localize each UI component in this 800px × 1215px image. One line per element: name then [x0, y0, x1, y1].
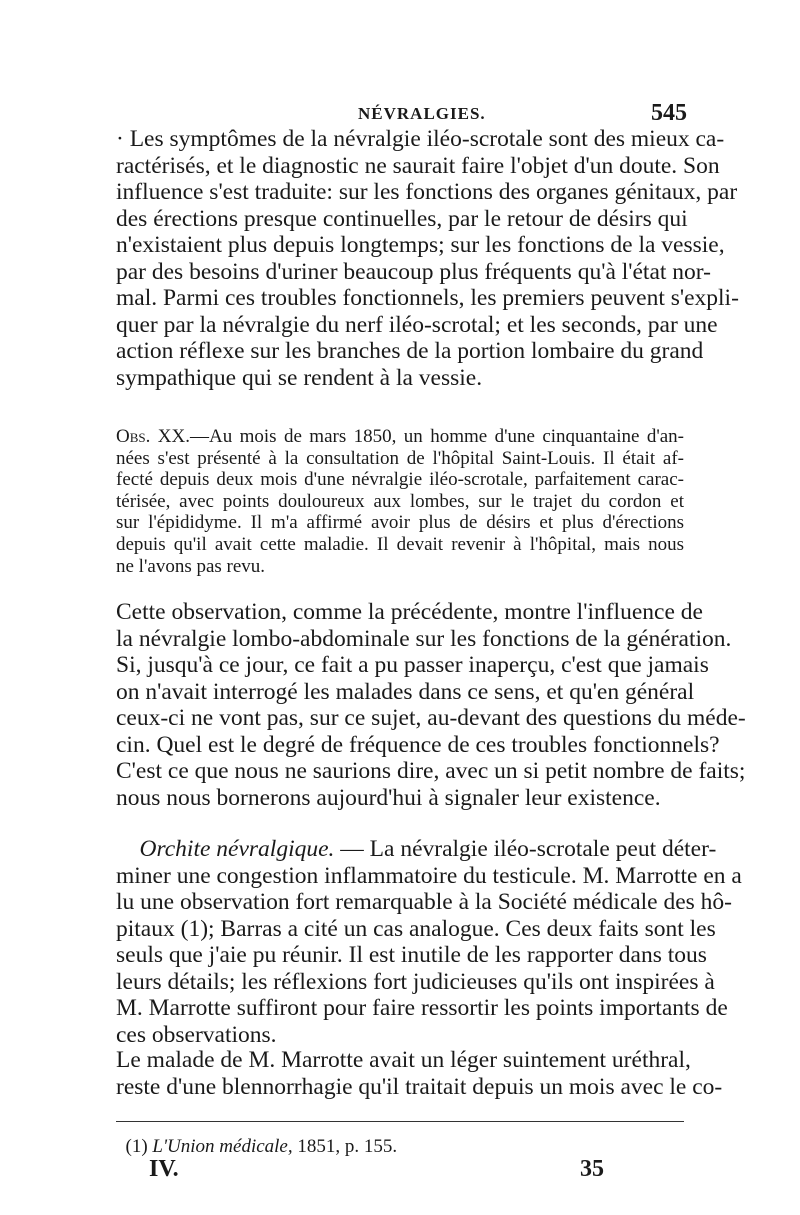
text-line: miner une congestion inflammatoire du testicule. M. Marrotte en a: [116, 862, 742, 889]
text-line: nous nous bornerons aujourd'hui à signaler leur existence.: [116, 784, 661, 811]
text-line: depuis qu'il avait cette maladie. Il devait revenir à l'hôpital, mais nous: [116, 533, 684, 555]
footnote-marker: (1): [125, 1136, 148, 1157]
text-line: Cette observation, comme la précédente, montre l'influence de: [116, 599, 703, 625]
section-heading: Orchite névralgique.: [139, 836, 335, 862]
paragraph-orchite: [116, 836, 742, 1048]
text-line: cin. Quel est le degré de fréquence de ces troubles fonctionnels?: [116, 731, 720, 758]
running-title: NÉVRALGIES.: [358, 104, 486, 123]
text-line: fecté depuis deux mois d'une névralgie iléo-scrotale, parfaitement carac-: [116, 469, 684, 491]
footnote: [116, 1136, 684, 1158]
text-line: sur l'épididyme. Il m'a affirmé avoir plus de désirs et plus d'érections: [116, 512, 684, 534]
text-line: la névralgie lombo-abdominale sur les fonctions de la génération.: [116, 625, 732, 652]
text-line: Le malade de M. Marrotte avait un léger suintement uréthral,: [116, 1047, 691, 1073]
text-line: des érections presque continuelles, par le retour de désirs qui: [116, 205, 688, 232]
text-line: sympathique qui se rendent à la vessie.: [116, 364, 483, 391]
observation-xx: [116, 426, 684, 577]
text-line: reste d'une blennorrhagie qu'il traitait depuis un mois avec le co-: [116, 1073, 723, 1100]
observation-number: XX.: [157, 426, 190, 447]
text-line: quer par la névralgie du nerf iléo-scrotal; et les seconds, par une: [116, 311, 718, 338]
paragraph-symptoms: [116, 126, 739, 391]
text-line: lu une observation fort remarquable à la Société médicale des hô-: [116, 889, 732, 915]
text-line: n'existaient plus depuis longtemps; sur les fonctions de la vessie,: [116, 232, 725, 258]
paragraph-influence: [116, 599, 746, 811]
footnote-journal: L'Union médicale,: [152, 1136, 293, 1157]
volume-signature: IV.: [149, 1156, 179, 1182]
text-line: seuls que j'aie pu réunir. Il est inutile de les rapporter dans tous: [116, 942, 707, 968]
text-line: Si, jusqu'à ce jour, ce fait a pu passer inaperçu, c'est que jamais: [116, 652, 709, 678]
text-line: par des besoins d'uriner beaucoup plus fréquents qu'à l'état nor-: [116, 258, 711, 285]
observation-first-line: [116, 426, 684, 448]
observation-label: Obs.: [116, 426, 151, 447]
text-line: on n'avait interrogé les malades dans ce sens, et qu'en général: [116, 678, 695, 705]
text-line: ne l'avons pas revu.: [116, 555, 266, 577]
text-line: nées s'est présenté à la consultation de l'hôpital Saint-Louis. Il était af-: [116, 447, 684, 469]
footnote-reference: 1851, p. 155.: [292, 1136, 398, 1157]
text-line: mal. Parmi ces troubles fonctionnels, les premiers peuvent s'expli-: [116, 285, 739, 311]
text-line: ractérisés, et le diagnostic ne saurait faire l'objet d'un doute. Son: [116, 152, 720, 179]
text-line: ceux-ci ne vont pas, sur ce sujet, au-devant des questions du méde-: [116, 705, 746, 731]
text-line: C'est ce que nous ne saurions dire, avec un si petit nombre de faits;: [116, 758, 746, 784]
footnote-divider: [116, 1121, 684, 1122]
orchite-first-line-text: — La névralgie iléo-scrotale peut déter-: [334, 836, 717, 862]
observation-first-line-text: —Au mois de mars 1850, un homme d'une cinquantaine d'an-: [189, 426, 685, 447]
text-line: térisée, avec points douloureux aux lombes, sur le trajet du cordon et: [116, 490, 684, 512]
orchite-first-line: [116, 836, 717, 863]
page-number: 545: [651, 100, 687, 126]
text-line: action réflexe sur les branches de la portion lombaire du grand: [116, 338, 704, 364]
sheet-signature: 35: [580, 1156, 604, 1182]
text-line: M. Marrotte suffiront pour faire ressortir les points importants de: [116, 995, 728, 1021]
text-line: · Les symptômes de la névralgie iléo-scrotale sont des mieux ca-: [116, 126, 725, 152]
text-line: leurs détails; les réflexions fort judicieuses qu'ils ont inspirées à: [116, 968, 715, 995]
text-line: ces observations.: [116, 1021, 277, 1048]
footnote-line: [116, 1136, 684, 1158]
text-line: influence s'est traduite: sur les fonctions des organes génitaux, par: [116, 179, 738, 205]
paragraph-malade: [116, 1047, 723, 1100]
text-line: pitaux (1); Barras a cité un cas analogue. Ces deux faits sont les: [116, 915, 716, 942]
